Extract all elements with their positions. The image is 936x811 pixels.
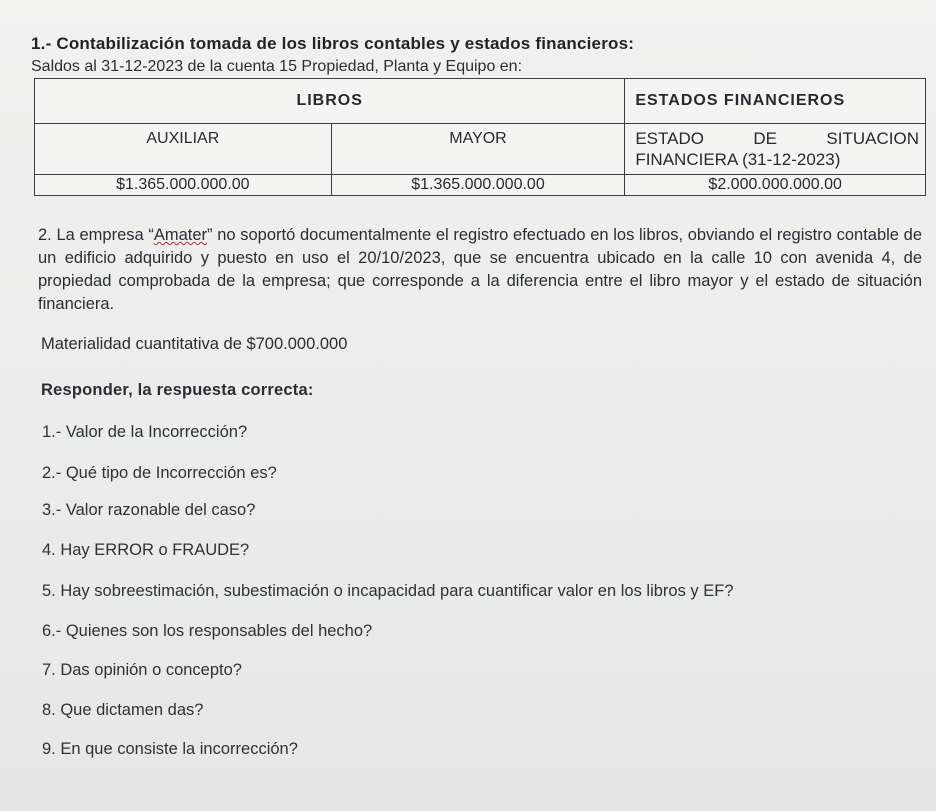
question-9: 9. En que consiste la incorrección? — [42, 740, 298, 758]
balances-table — [34, 78, 926, 196]
question-6: 6.- Quienes son los responsables del hecho? — [42, 622, 373, 640]
section-heading: 1.- Contabilización tomada de los libros contables y estados financieros: — [31, 34, 635, 53]
col-auxiliar: AUXILIAR — [35, 124, 332, 175]
value-mayor: $1.365.000.000.00 — [331, 175, 625, 196]
table-subheader-row — [35, 124, 926, 175]
question-2: 2.- Qué tipo de Incorrección es? — [42, 464, 277, 482]
respond-heading: Responder, la respuesta correcta: — [41, 381, 314, 399]
header-estados-financieros: ESTADOS FINANCIEROS — [625, 79, 926, 124]
table-values-row — [35, 175, 926, 196]
question-4: 4. Hay ERROR o FRAUDE? — [42, 541, 250, 559]
question-5: 5. Hay sobreestimación, subestimación o incapacidad para cuantificar valor en los libros y EF? — [42, 582, 734, 600]
materiality-text: Materialidad cuantitativa de $700.000.000 — [41, 335, 348, 353]
case-paragraph — [38, 224, 922, 316]
paragraph-start: 2. La empresa “ — [38, 226, 154, 244]
col-mayor: MAYOR — [331, 124, 625, 175]
question-8: 8. Que dictamen das? — [42, 701, 204, 719]
balance-subheading: Saldos al 31-12-2023 de la cuenta 15 Propiedad, Planta y Equipo en: — [31, 58, 523, 75]
paragraph-rest: ” no soportó documentalmente el registro efectuado en los libros, obviando el registro contable de un edificio adquirido y puesto en uso el 20/10/2023, que se encuentra ubicado en la calle 10 con avenida 4, de propiedad comprobada de la empresa; que corresponde a la diferencia entre el libro mayor y el estado de situación financiera. — [38, 226, 923, 313]
value-auxiliar: $1.365.000.000.00 — [35, 175, 332, 196]
col-estado-line1: ESTADO DE SITUACION — [635, 129, 919, 148]
col-estado-line2: FINANCIERA (31-12-2023) — [635, 150, 841, 169]
table-header-row — [35, 79, 926, 124]
value-estado: $2.000.000.000.00 — [625, 175, 926, 196]
company-name: Amater — [153, 226, 208, 244]
question-3: 3.- Valor razonable del caso? — [42, 501, 256, 519]
question-1: 1.- Valor de la Incorrección? — [42, 423, 248, 441]
header-libros: LIBROS — [35, 79, 625, 124]
question-7: 7. Das opinión o concepto? — [42, 661, 242, 679]
col-estado-situacion — [625, 124, 926, 175]
